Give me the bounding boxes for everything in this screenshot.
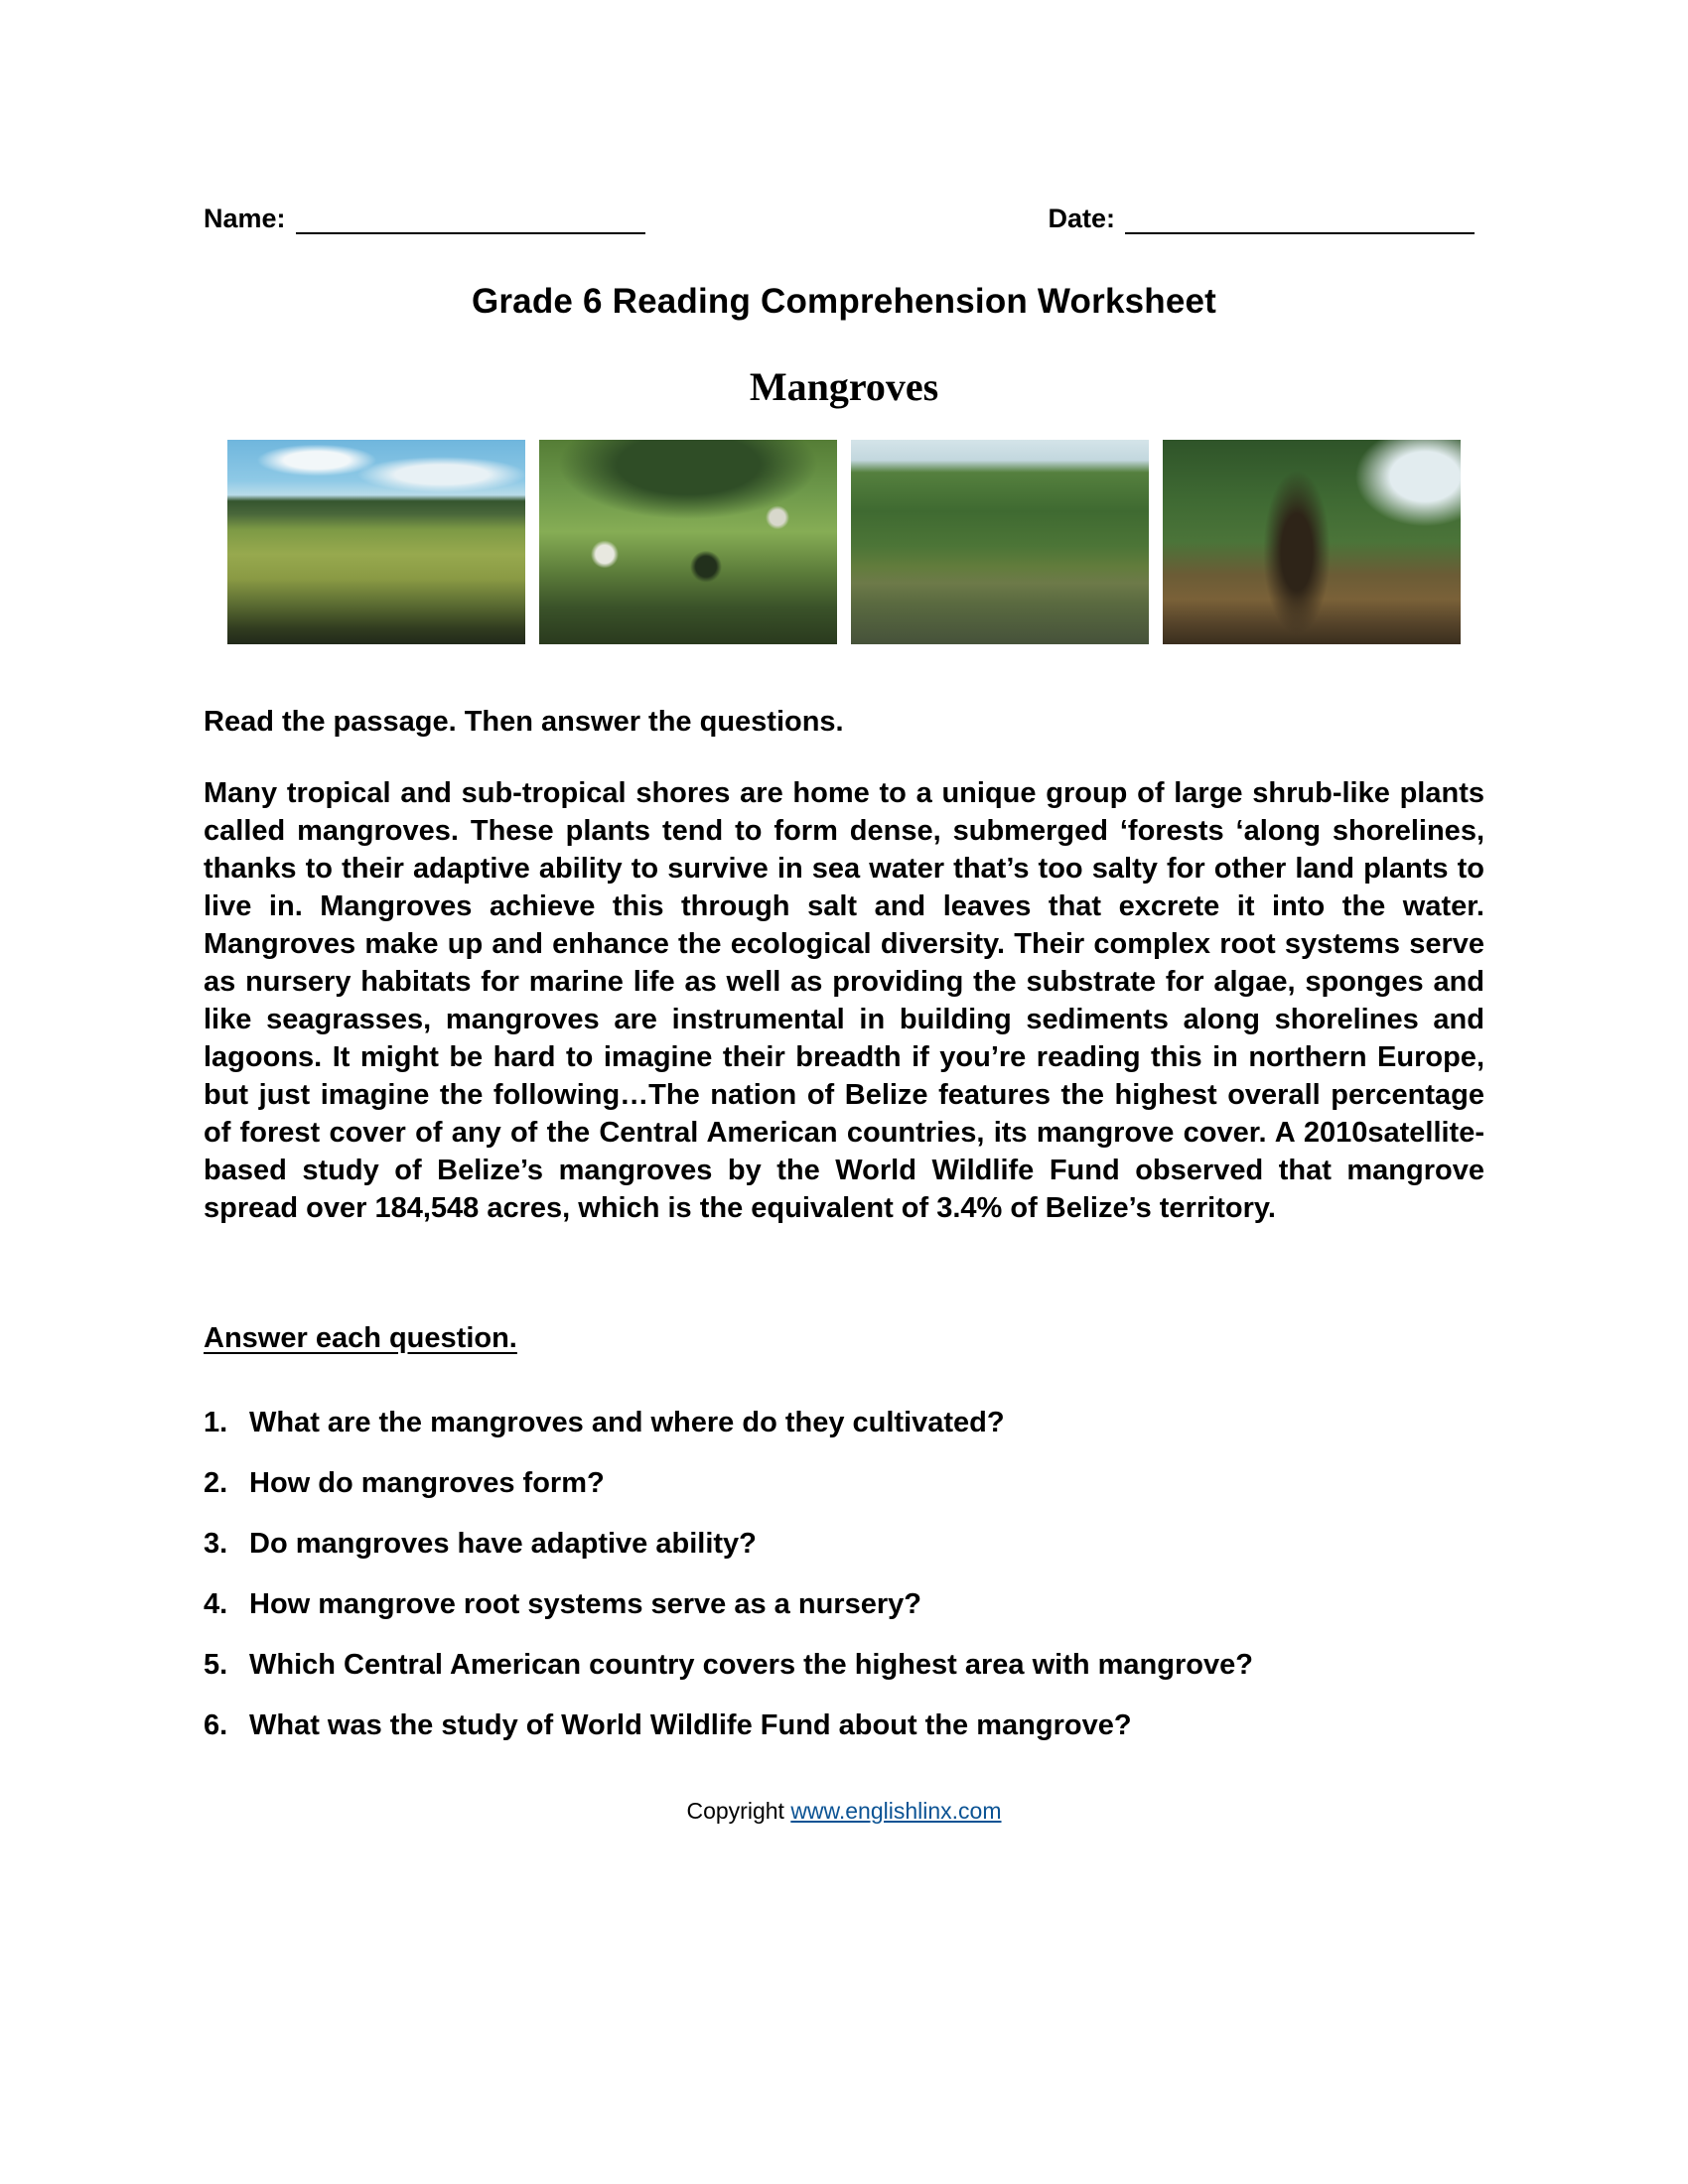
instructions-text: Read the passage. Then answer the questions.: [204, 706, 844, 738]
question-text: What are the mangroves and where do they cultivated?: [249, 1407, 1005, 1438]
passage-title: Mangroves: [749, 364, 939, 409]
name-blank-line: [296, 205, 645, 234]
passage-text: Many tropical and sub-tropical shores are home to a unique group of large shrub-like plants called mangroves. These plants tend to form dense, submerged ‘forests ‘along shorelines, thanks to their adaptive ability to survive in sea water that’s too salty for other land plants to live in. Mangroves achieve this through salt and leaves that excrete it into the water. Mangroves make up and enhance the ecological diversity. Their complex root systems serve as nursery habitats for marine life as well as providing the substrate for algae, sponges and like seagrasses, mangroves are instrumental in building sediments along shorelines and lagoons. It might be hard to imagine their breadth if you’re reading this in northern Europe, but just imagine the following…The nation of Belize features the highest overall percentage of forest cover of any of the Central American countries, its mangrove cover. A 2010satellite-based study of Belize’s mangroves by the World Wildlife Fund observed that mangrove spread over 184,548 acres, which is the equivalent of 3.4% of Belize’s territory.: [204, 777, 1484, 1224]
mangrove-planting-photo: [539, 440, 837, 644]
name-field: [204, 204, 645, 234]
mangrove-forest-water-photo: [851, 440, 1149, 644]
question-item-5: [204, 1649, 1484, 1682]
question-number: 4.: [204, 1588, 228, 1620]
question-text: What was the study of World Wildlife Fund about the mangrove?: [249, 1709, 1132, 1741]
question-item-1: [204, 1407, 1484, 1439]
question-item-4: [204, 1588, 1484, 1621]
name-label: Name:: [204, 204, 286, 233]
mangrove-marsh-photo: [227, 440, 525, 644]
answer-heading: Answer each question.: [204, 1322, 517, 1354]
englishlinx-link[interactable]: www.englishlinx.com: [790, 1798, 1002, 1824]
question-item-2: [204, 1467, 1484, 1500]
question-text: Do mangroves have adaptive ability?: [249, 1528, 757, 1560]
date-field: [1048, 204, 1475, 234]
question-number: 3.: [204, 1528, 228, 1560]
copyright-label: Copyright: [686, 1798, 791, 1824]
question-item-3: [204, 1528, 1484, 1561]
photo-strip: [204, 440, 1484, 644]
question-item-6: [204, 1709, 1484, 1742]
question-text: Which Central American country covers the highest area with mangrove?: [249, 1649, 1253, 1681]
footer: [204, 1798, 1484, 1825]
name-date-row: [204, 204, 1484, 234]
question-number: 1.: [204, 1407, 228, 1438]
date-blank-line: [1125, 205, 1475, 234]
date-label: Date:: [1048, 204, 1115, 233]
question-list: [204, 1407, 1484, 1742]
mangrove-roots-river-photo: [1163, 440, 1461, 644]
question-text: How mangrove root systems serve as a nursery?: [249, 1588, 921, 1620]
question-number: 6.: [204, 1709, 228, 1741]
page-title: Grade 6 Reading Comprehension Worksheet: [471, 282, 1217, 321]
question-number: 5.: [204, 1649, 228, 1681]
question-text: How do mangroves form?: [249, 1467, 605, 1499]
question-number: 2.: [204, 1467, 228, 1499]
